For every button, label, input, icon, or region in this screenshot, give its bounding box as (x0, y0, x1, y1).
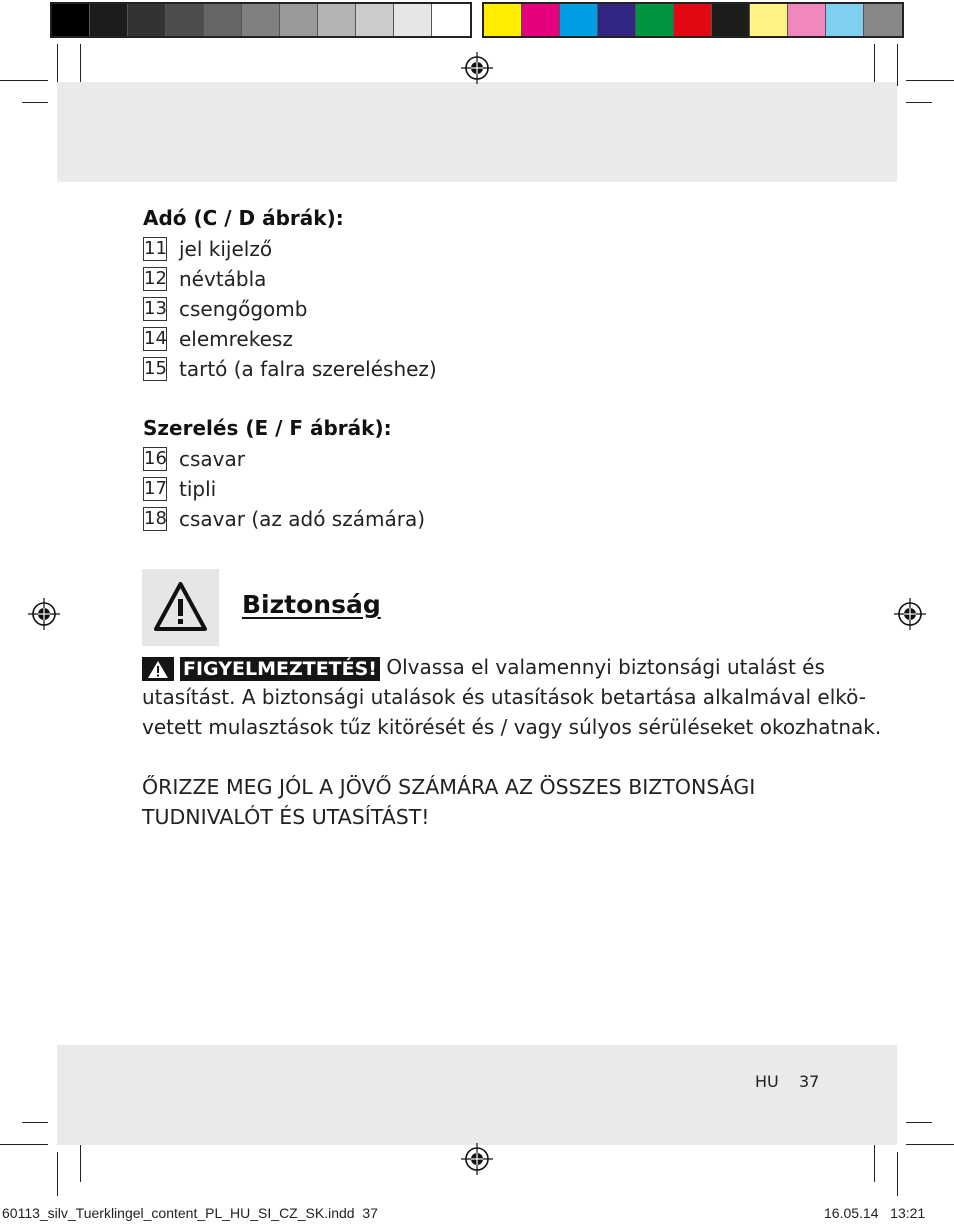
crop-mark (57, 44, 58, 86)
warning-small-icon (142, 657, 174, 681)
part-number: 14 (144, 328, 167, 349)
part-label: csavar (179, 447, 245, 471)
color-swatch (242, 4, 280, 36)
slug-filename (2, 1205, 378, 1221)
color-swatch (484, 4, 522, 36)
section-heading-transmitter: Adó (C / D ábrák): (143, 206, 344, 230)
list-item (143, 447, 245, 471)
part-label: tipli (179, 477, 217, 501)
registration-mark-icon (27, 597, 61, 631)
safety-title: Biztonság (242, 590, 381, 619)
color-swatch (712, 4, 750, 36)
warning-text-line3: vetett mulasztások tűz kitörését és / vagy súlyos sérüléseket okozhatnak. (142, 715, 882, 739)
crop-mark (874, 44, 875, 86)
color-swatch (90, 4, 128, 36)
color-swatch (560, 4, 598, 36)
page-footer (755, 1072, 819, 1091)
header-band (57, 82, 897, 182)
color-swatch (598, 4, 636, 36)
crop-mark (0, 1144, 48, 1145)
color-swatch (788, 4, 826, 36)
crop-mark (22, 102, 48, 103)
color-swatch (52, 4, 90, 36)
crop-mark (906, 102, 932, 103)
part-number: 16 (144, 448, 167, 469)
crop-mark (897, 44, 898, 86)
color-swatch (166, 4, 204, 36)
color-swatch (826, 4, 864, 36)
color-swatch (522, 4, 560, 36)
part-number: 12 (144, 268, 167, 289)
process-color-bar (482, 2, 904, 38)
warning-triangle-icon (142, 569, 219, 646)
crop-mark (57, 1152, 58, 1196)
slug-datetime (824, 1205, 925, 1221)
list-item (143, 507, 425, 531)
registration-mark-icon (460, 1142, 494, 1176)
part-label: névtábla (179, 267, 267, 291)
color-swatch (636, 4, 674, 36)
registration-mark-icon (460, 51, 494, 85)
list-item (143, 267, 266, 291)
crop-mark (906, 1122, 932, 1123)
warning-label: FIGYELMEZTETÉS! (180, 657, 380, 681)
safety-notice-line2: TUDNIVALÓT ÉS UTASÍTÁST! (142, 805, 430, 829)
list-item (143, 237, 272, 261)
crop-mark (906, 80, 954, 81)
list-item (143, 357, 437, 381)
warning-text-line1: Olvassa el valamennyi biztonsági utalást és (386, 655, 825, 679)
part-label: elemrekesz (179, 327, 293, 351)
part-number: 15 (144, 358, 167, 379)
color-swatch (750, 4, 788, 36)
color-swatch (318, 4, 356, 36)
crop-mark (0, 80, 48, 81)
part-number: 11 (144, 238, 167, 259)
crop-mark (906, 1144, 954, 1145)
list-item (143, 297, 307, 321)
color-swatch (864, 4, 902, 36)
section-heading-mounting: Szerelés (E / F ábrák): (143, 416, 392, 440)
crop-mark (22, 1122, 48, 1123)
part-number: 13 (144, 298, 167, 319)
part-label: tartó (a falra szereléshez) (179, 357, 437, 381)
color-swatch (204, 4, 242, 36)
footer-band (57, 1045, 897, 1145)
language-code: HU (755, 1072, 779, 1091)
slug-date: 16.05.14 (824, 1205, 879, 1221)
grayscale-color-bar (50, 2, 472, 38)
registration-mark-icon (893, 597, 927, 631)
slug-time: 13:21 (890, 1205, 926, 1221)
crop-mark (897, 1152, 898, 1196)
part-number: 17 (144, 478, 167, 499)
color-swatch (432, 4, 470, 36)
list-item (143, 327, 293, 351)
color-swatch (280, 4, 318, 36)
part-label: csengőgomb (179, 297, 308, 321)
part-label: csavar (az adó számára) (179, 507, 425, 531)
part-number: 18 (144, 508, 167, 529)
color-swatch (674, 4, 712, 36)
page-number: 37 (798, 1072, 820, 1091)
warning-text-line2: utasítást. A biztonsági utalások és utasítások betartása alkalmával elkö- (142, 685, 866, 709)
list-item (143, 477, 216, 501)
color-swatch (356, 4, 394, 36)
color-swatch (394, 4, 432, 36)
safety-notice-line1: ŐRIZZE MEG JÓL A JÖVŐ SZÁMÁRA AZ ÖSSZES BIZTONSÁGI (142, 775, 756, 799)
warning-paragraph (142, 652, 825, 682)
crop-mark (80, 44, 81, 86)
slug-file: 60113_silv_Tuerklingel_content_PL_HU_SI_CZ_SK.indd (2, 1205, 355, 1221)
color-swatch (128, 4, 166, 36)
slug-page: 37 (362, 1205, 378, 1221)
part-label: jel kijelző (179, 237, 273, 261)
